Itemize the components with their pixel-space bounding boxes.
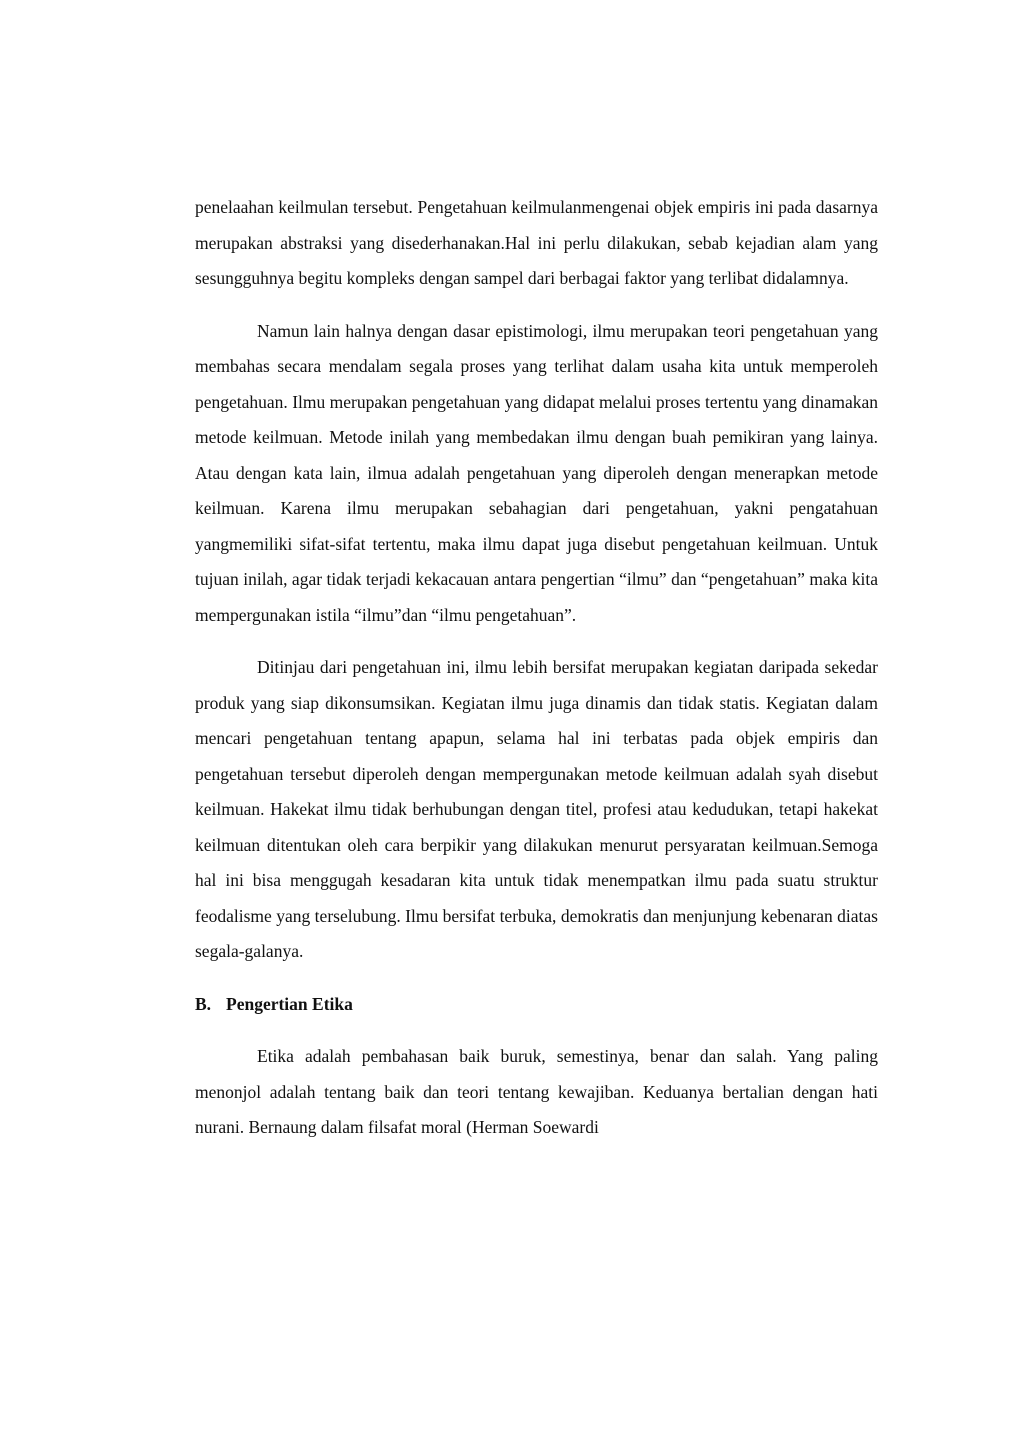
paragraph-epistemology: Namun lain halnya dengan dasar epistimologi, ilmu merupakan teori pengetahuan yang membahas secara mendalam segala proses yang terlihat dalam usaha kita untuk memperoleh pengetahuan. Ilmu merupakan pengetahuan yang didapat melalui proses tertentu yang dinamakan metode keilmuan. Metode inilah yang membedakan ilmu dengan buah pemikiran yang lainya. Atau dengan kata lain, ilmua adalah pengetahuan yang diperoleh dengan menerapkan metode keilmuan. Karena ilmu merupakan sebahagian dari pengetahuan, yakni pengatahuan yangmemiliki sifat-sifat tertentu, maka ilmu dapat juga disebut pengetahuan keilmuan. Untuk tujuan inilah, agar tidak terjadi kekacauan antara pengertian “ilmu” dan “pengetahuan” maka kita mempergunakan istila “ilmu”dan “ilmu pengetahuan”. [195,320,878,625]
paragraph-knowledge-activity: Ditinjau dari pengetahuan ini, ilmu lebih bersifat merupakan kegiatan daripada sekedar produk yang siap dikonsumsikan. Kegiatan ilmu juga dinamis dan tidak statis. Kegiatan dalam mencari pengetahuan tentang apapun, selama hal ini terbatas pada objek empiris dan pengetahuan tersebut diperoleh dengan mempergunakan metode keilmuan adalah syah disebut keilmuan. Hakekat ilmu tidak berhubungan dengan titel, profesi atau kedudukan, tetapi hakekat keilmuan ditentukan oleh cara berpikir yang dilakukan menurut persyaratan keilmuan.Semoga hal ini bisa menggugah kesadaran kita untuk tidak menempatkan ilmu pada suatu struktur feodalisme yang terselubung. Ilmu bersifat terbuka, demokratis dan menjunjung kebenaran diatas segala-galanya. [195,657,878,961]
paragraph-ethics: Etika adalah pembahasan baik buruk, semestinya, benar dan salah. Yang paling menonjol adalah tentang baik dan teori tentang kewajiban. Keduanya bertalian dengan hati nurani. Bernaung dalam filsafat moral (Herman Soewardi [195,1046,878,1137]
section-heading [195,987,878,1023]
document-page [195,190,878,1163]
section-title: Pengertian Etika [226,993,353,1014]
section-number: B. [195,993,212,1014]
paragraph-continuation: penelaahan keilmulan tersebut. Pengetahuan keilmulanmengenai objek empiris ini pada dasarnya merupakan abstraksi yang disederhanakan.Hal ini perlu dilakukan, sebab kejadian alam yang sesungguhnya begitu kompleks dengan sampel dari berbagai faktor yang terlibat didalamnya. [195,197,878,288]
